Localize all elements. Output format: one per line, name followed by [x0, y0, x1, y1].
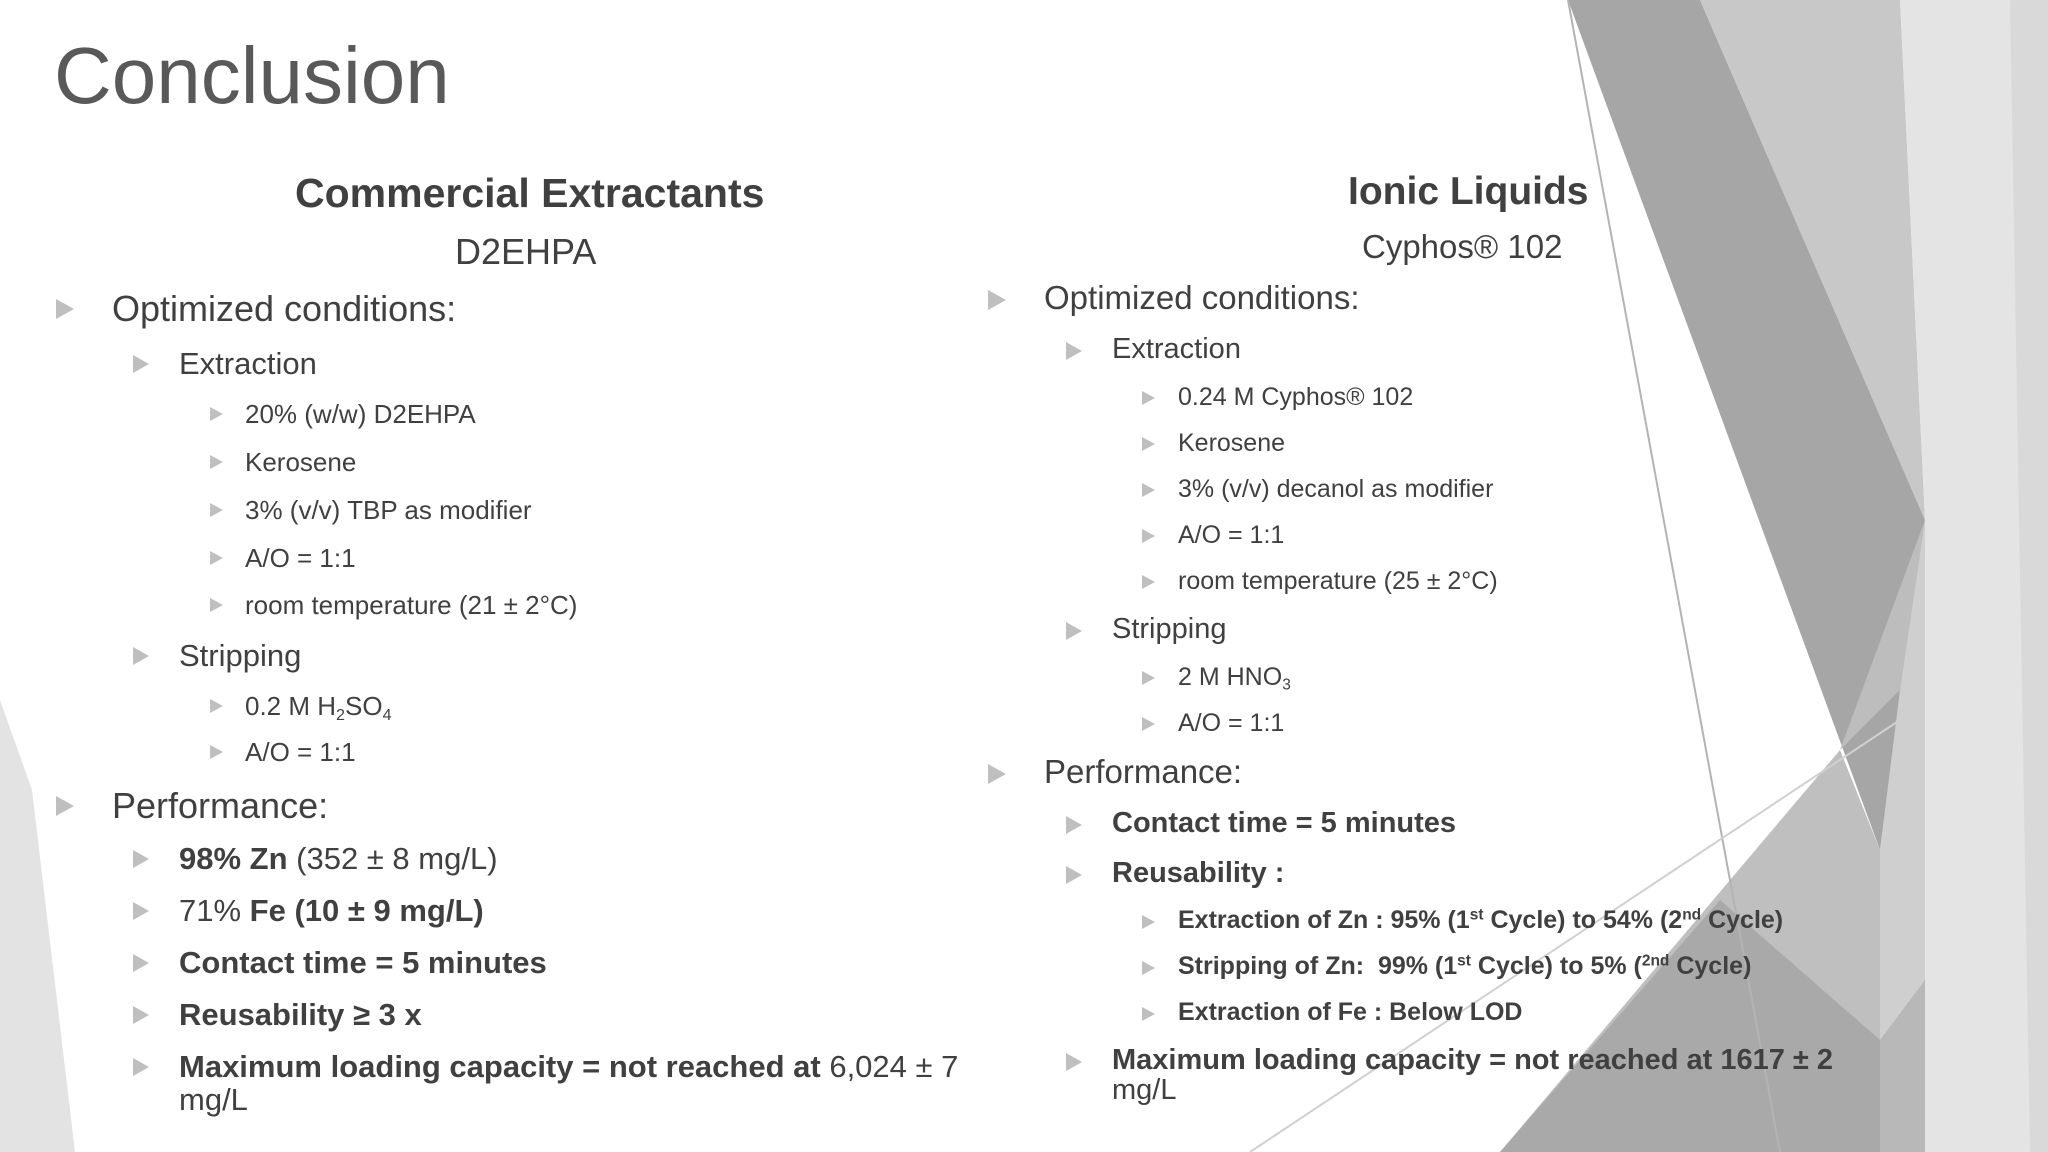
left-zn-performance: 98% Zn (352 ± 8 mg/L) [179, 841, 498, 876]
left-extraction-item: Kerosene [245, 447, 357, 477]
bullet-arrow-icon [1142, 961, 1155, 975]
right-optimized-label: Optimized conditions: [1044, 279, 1360, 316]
right-extraction-item: room temperature (25 ± 2°C) [1178, 567, 1498, 595]
left-fe-performance: 71% Fe (10 ± 9 mg/L) [179, 893, 484, 928]
left-max-loading-unit: mg/L [179, 1082, 248, 1117]
bullet-arrow-icon [1142, 1007, 1155, 1021]
left-extraction-item: 20% (w/w) D2EHPA [245, 399, 476, 429]
right-stripping-label: Stripping [1112, 613, 1227, 645]
bullet-arrow-icon [210, 407, 223, 421]
bullet-arrow-icon [1142, 915, 1155, 929]
right-strip-zn: Stripping of Zn: 99% (1st Cycle) to 5% ($^{2nd}$ Cycle) [1178, 952, 1752, 980]
bullet-arrow-icon [133, 902, 149, 920]
page-title: Conclusion [54, 31, 450, 120]
left-extraction-item: 3% (v/v) TBP as modifier [245, 495, 532, 525]
right-subheading: Cyphos® 102 [1362, 228, 1563, 265]
left-performance-label: Performance: [112, 785, 329, 826]
bullet-arrow-icon [210, 699, 223, 713]
right-max-loading-unit: mg/L [1112, 1074, 1177, 1106]
right-extraction-item: 3% (v/v) decanol as modifier [1178, 475, 1494, 503]
right-stripping-ao: A/O = 1:1 [1178, 709, 1285, 737]
bullet-arrow-icon [1066, 866, 1082, 884]
bullet-arrow-icon [210, 598, 223, 612]
bullet-arrow-icon [133, 954, 149, 972]
bullet-arrow-icon [210, 745, 223, 759]
right-performance-label: Performance: [1044, 753, 1243, 790]
bullet-arrow-icon [133, 647, 149, 665]
left-extraction-item: room temperature (21 ± 2°C) [245, 590, 578, 620]
bullet-arrow-icon [133, 1058, 149, 1076]
bullet-arrow-icon [1142, 575, 1155, 589]
bullet-arrow-icon [133, 1006, 149, 1024]
right-heading: Ionic Liquids [1348, 170, 1589, 213]
bullet-arrow-icon [56, 796, 74, 816]
bullet-arrow-icon [1066, 1053, 1082, 1071]
bullet-arrow-icon [56, 299, 74, 319]
bullet-arrow-icon [1066, 622, 1082, 640]
right-extraction-item: Kerosene [1178, 429, 1286, 457]
bullet-arrow-icon [1066, 342, 1082, 360]
right-extraction-label: Extraction [1112, 333, 1241, 365]
bullet-arrow-icon [1142, 483, 1155, 497]
right-max-loading: Maximum loading capacity = not reached at 1617 ± 2 [1112, 1044, 1834, 1076]
right-contact-time: Contact time = 5 minutes [1112, 807, 1457, 839]
right-reusability: Reusability : [1112, 857, 1285, 889]
bullet-arrow-icon [1066, 816, 1082, 834]
left-stripping-ao: A/O = 1:1 [245, 737, 356, 767]
right-reuse-zn: Extraction of Zn : 95% (1st Cycle) to 54% (2nd Cycle) [1178, 906, 1784, 934]
left-heading: Commercial Extractants [295, 170, 765, 216]
right-fe-extraction: Extraction of Fe : Below LOD [1178, 998, 1523, 1026]
bullet-arrow-icon [210, 551, 223, 565]
bullet-arrow-icon [133, 355, 149, 373]
left-stripping-label: Stripping [179, 638, 302, 673]
bullet-arrow-icon [988, 290, 1006, 310]
left-extraction-item: A/O = 1:1 [245, 543, 356, 573]
bullet-arrow-icon [210, 455, 223, 469]
right-extraction-item: 0.24 M Cyphos® 102 [1178, 383, 1414, 411]
bullet-arrow-icon [1142, 529, 1155, 543]
bullet-arrow-icon [133, 850, 149, 868]
bullet-arrow-icon [1142, 391, 1155, 405]
left-subheading: D2EHPA [455, 231, 597, 272]
left-contact-time: Contact time = 5 minutes [179, 945, 547, 980]
bullet-arrow-icon [1142, 437, 1155, 451]
left-max-loading: Maximum loading capacity = not reached at 6,024 ± 7 [179, 1049, 959, 1084]
right-extraction-item: A/O = 1:1 [1178, 521, 1285, 549]
bullet-arrow-icon [210, 503, 223, 517]
left-reusability: Reusability ≥ 3 x [179, 997, 422, 1032]
left-extraction-label: Extraction [179, 346, 317, 381]
bullet-arrow-icon [988, 764, 1006, 784]
bullet-arrow-icon [1142, 717, 1155, 731]
left-optimized-label: Optimized conditions: [112, 288, 457, 329]
left-stripping-acid: 0.2 M $H_2SO_4$ [245, 691, 392, 724]
right-stripping-acid: 2 M $HNO_3$ [1178, 663, 1291, 694]
bullet-arrow-icon [1142, 671, 1155, 685]
